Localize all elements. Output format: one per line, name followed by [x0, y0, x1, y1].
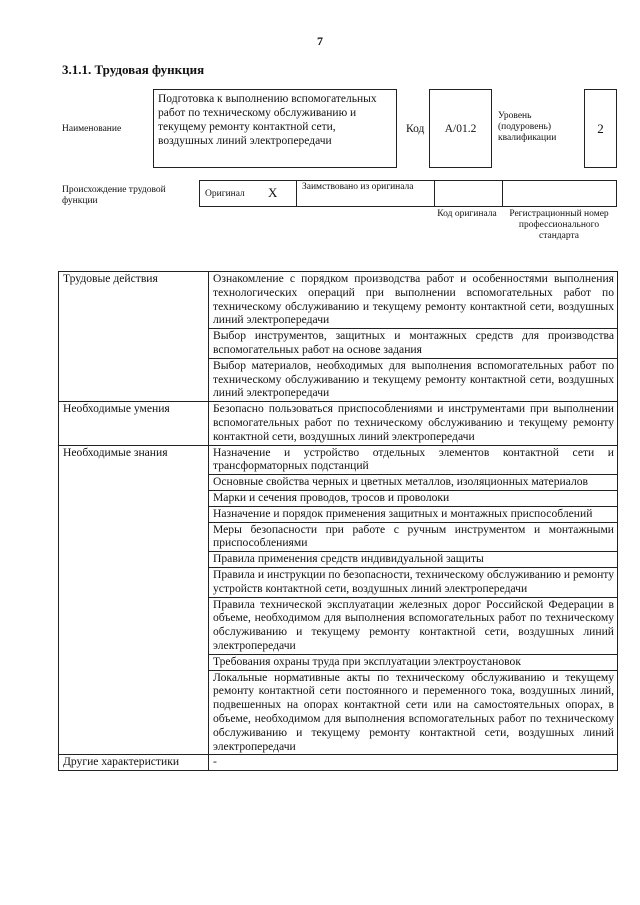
knowledge-item: Правила технической эксплуатации железных дорог Российской Федерации в объеме, необходимом для выполнения вспомогательных работ по техническому обслуживанию и текущему ремонту контактной сети, воздушных линий электропередачи: [209, 597, 618, 654]
knowledge-item: Назначение и устройство отдельных элементов контактной сети и трансформаторных подстанций: [209, 445, 618, 475]
code-original-caption: Код оригинала: [437, 209, 497, 219]
knowledge-item: Марки и сечения проводов, тросов и проволоки: [209, 490, 618, 506]
labor-actions-label: Трудовые действия: [59, 272, 209, 402]
function-name-value: Подготовка к выполнению вспомогательных работ по техническому обслуживанию и текущему ремонту контактной сети, воздушных линий электропередачи: [158, 93, 377, 147]
origin-divider-2: [434, 181, 435, 206]
origin-label: Происхождение трудовой функции: [62, 185, 166, 206]
code-label: Код: [406, 123, 425, 135]
level-value: 2: [597, 120, 604, 136]
original-label: Оригинал: [205, 189, 245, 199]
labor-function-table: [58, 271, 618, 771]
labor-action-item: Выбор материалов, необходимых для выполнения вспомогательных работ по техническому обслуживанию и текущему ремонту контактной сети, воздушных линий электропередачи: [209, 358, 618, 401]
original-mark: X: [268, 185, 278, 200]
knowledge-item: Основные свойства черных и цветных металлов, изоляционных материалов: [209, 475, 618, 491]
other-characteristics-label: Другие характеристики: [59, 755, 209, 771]
section-heading: 3.1.1. Трудовая функция: [62, 62, 205, 77]
code-box: [429, 89, 492, 168]
labor-action-item: Выбор инструментов, защитных и монтажных средств для производства вспомогательных работ на основе задания: [209, 329, 618, 359]
skill-item: Безопасно пользоваться приспособлениями и инструментами при выполнении вспомогательных работ по техническому обслуживанию и текущему ремонту контактной сети, воздушных линий электропередачи: [209, 402, 618, 445]
code-value: A/01.2: [444, 122, 477, 135]
knowledge-item: Требования охраны труда при эксплуатации электроустановок: [209, 654, 618, 670]
name-label: Наименование: [62, 124, 122, 134]
table-row: [59, 755, 618, 771]
origin-divider-1: [296, 181, 297, 206]
table-row: [59, 272, 618, 329]
level-label: Уровень (подуровень) квалификации: [498, 111, 557, 143]
knowledge-label: Необходимые знания: [59, 445, 209, 755]
labor-action-item: Ознакомление с порядком производства работ и особенностями выполнения технологических операций при выполнении вспомогательных работ по техническому обслуживанию и текущему ремонту контактной сети, воздушных линий электропередачи: [209, 272, 618, 329]
page-number: 7: [317, 34, 323, 48]
other-characteristics-value: -: [209, 755, 618, 771]
table-row: [59, 402, 618, 445]
knowledge-item: Меры безопасности при работе с ручным инструментом и монтажными приспособлениями: [209, 522, 618, 552]
knowledge-item: Правила и инструкции по безопасности, техническому обслуживанию и ремонту устройств контактной сети, воздушных линий электропередачи: [209, 567, 618, 597]
regnum-caption: Регистрационный номер профессионального стандарта: [509, 209, 609, 241]
skills-label: Необходимые умения: [59, 402, 209, 445]
table-row: [59, 445, 618, 475]
level-box: [584, 89, 617, 168]
borrowed-label: Заимствовано из оригинала: [302, 182, 414, 192]
origin-divider-3: [502, 181, 503, 206]
knowledge-item: Правила применения средств индивидуальной защиты: [209, 552, 618, 568]
function-name-box: [153, 89, 397, 168]
knowledge-item: Назначение и порядок применения защитных и монтажных приспособлений: [209, 506, 618, 522]
knowledge-item: Локальные нормативные акты по техническому обслуживанию и текущему ремонту контактной сети постоянного и переменного тока, воздушных линий, подвешенных на опорах контактной сети или на самостоятельных опорах, в объеме, необходимом для выполнения вспомогательных работ по техническому обслуживанию и текущему ремонту контактной сети, воздушных линий электропередачи: [209, 670, 618, 755]
